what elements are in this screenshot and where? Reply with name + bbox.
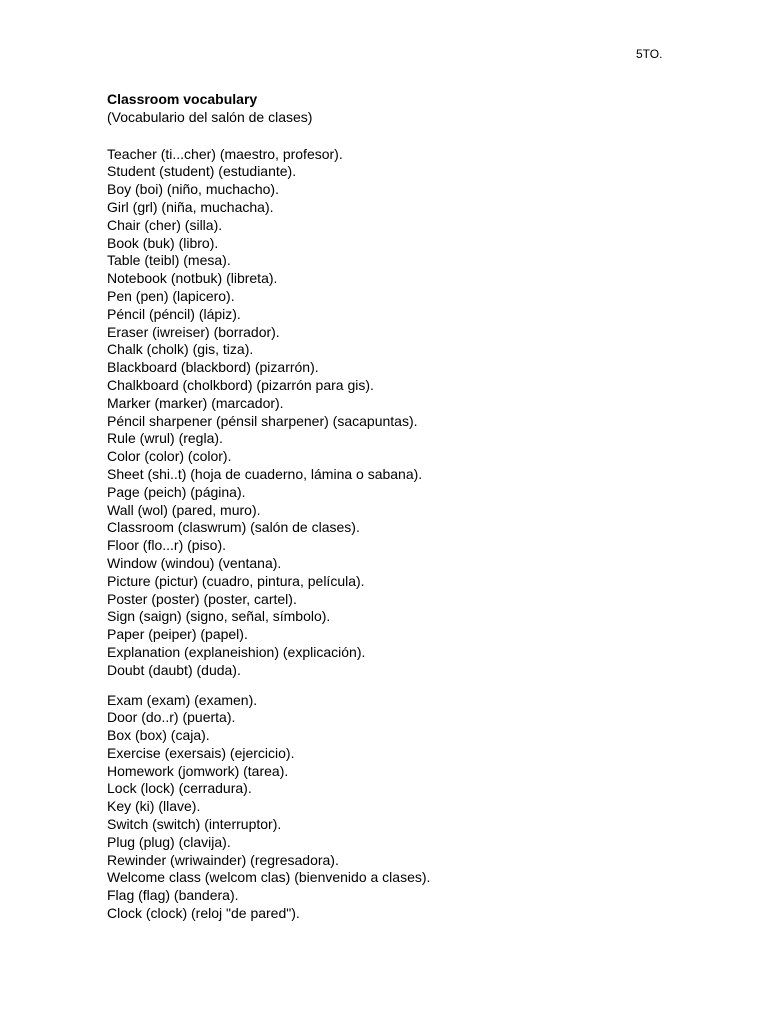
vocabulary-item: Chalk (cholk) (gis, tiza). [107,341,254,358]
vocabulary-item: Chalkboard (cholkbord) (pizarrón para gis). [107,376,374,393]
vocabulary-item: Classroom (claswrum) (salón de clases). [107,519,360,536]
vocabulary-list-2 [107,692,727,923]
vocabulary-item: Picture (pictur) (cuadro, pintura, película). [107,572,365,589]
vocabulary-item: Chair (cher) (silla). [107,216,223,233]
vocabulary-item: Plug (plug) (clavija). [107,833,231,850]
vocabulary-item: Sheet (shi..t) (hoja de cuaderno, lámina o sabana). [107,465,423,482]
vocabulary-item: Doubt (daubt) (duda). [107,661,241,678]
vocabulary-item: Exam (exam) (examen). [107,691,258,708]
vocabulary-item: Welcome class (welcom clas) (bienvenido a clases). [107,869,431,886]
vocabulary-item: Péncil (péncil) (lápiz). [107,305,241,322]
vocabulary-item: Rewinder (wriwainder) (regresadora). [107,851,339,868]
vocabulary-item: Girl (grl) (niña, muchacha). [107,198,274,215]
vocabulary-item: Teacher (ti...cher) (maestro, profesor). [107,145,343,162]
vocabulary-item: Pen (pen) (lapicero). [107,287,235,304]
vocabulary-item: Notebook (notbuk) (libreta). [107,270,278,287]
vocabulary-item: Switch (switch) (interruptor). [107,816,282,833]
vocabulary-item: Explanation (explaneishion) (explicación). [107,643,366,660]
vocabulary-item: Wall (wol) (pared, muro). [107,501,261,518]
vocabulary-item: Color (color) (color). [107,448,232,465]
vocabulary-item: Exercise (exersais) (ejercicio). [107,744,295,761]
grade-label: 5TO. [636,47,663,61]
vocabulary-item: Door (do..r) (puerta). [107,709,236,726]
vocabulary-item: Table (teibl) (mesa). [107,252,231,269]
document-title: Classroom vocabulary [107,91,258,107]
vocabulary-item: Boy (boi) (niño, muchacho). [107,181,279,198]
vocabulary-item: Blackboard (blackbord) (pizarrón). [107,359,319,376]
vocabulary-item: Sign (saign) (signo, señal, símbolo). [107,608,331,625]
vocabulary-item: Key (ki) (llave). [107,798,201,815]
vocabulary-item: Péncil sharpener (pénsil sharpener) (sacapuntas). [107,412,418,429]
vocabulary-item: Box (box) (caja). [107,727,210,744]
vocabulary-item: Clock (clock) (reloj "de pared"). [107,905,300,922]
vocabulary-item: Homework (jomwork) (tarea). [107,762,289,779]
vocabulary-item: Poster (poster) (poster, cartel). [107,590,297,607]
vocabulary-item: Paper (peiper) (papel). [107,626,248,643]
document-body [107,91,727,923]
document-subtitle: (Vocabulario del salón de clases) [107,108,313,125]
vocabulary-item: Student (student) (estudiante). [107,163,297,180]
vocabulary-item: Window (windou) (ventana). [107,554,282,571]
vocabulary-item: Flag (flag) (bandera). [107,887,239,904]
vocabulary-item: Marker (marker) (marcador). [107,394,284,411]
vocabulary-item: Lock (lock) (cerradura). [107,780,252,797]
vocabulary-item: Eraser (iwreiser) (borrador). [107,323,280,340]
vocabulary-item: Book (buk) (libro). [107,234,219,251]
vocabulary-item: Page (peich) (página). [107,483,246,500]
vocabulary-item: Rule (wrul) (regla). [107,430,223,447]
vocabulary-item: Floor (flo...r) (piso). [107,537,227,554]
vocabulary-list-1 [107,146,727,680]
